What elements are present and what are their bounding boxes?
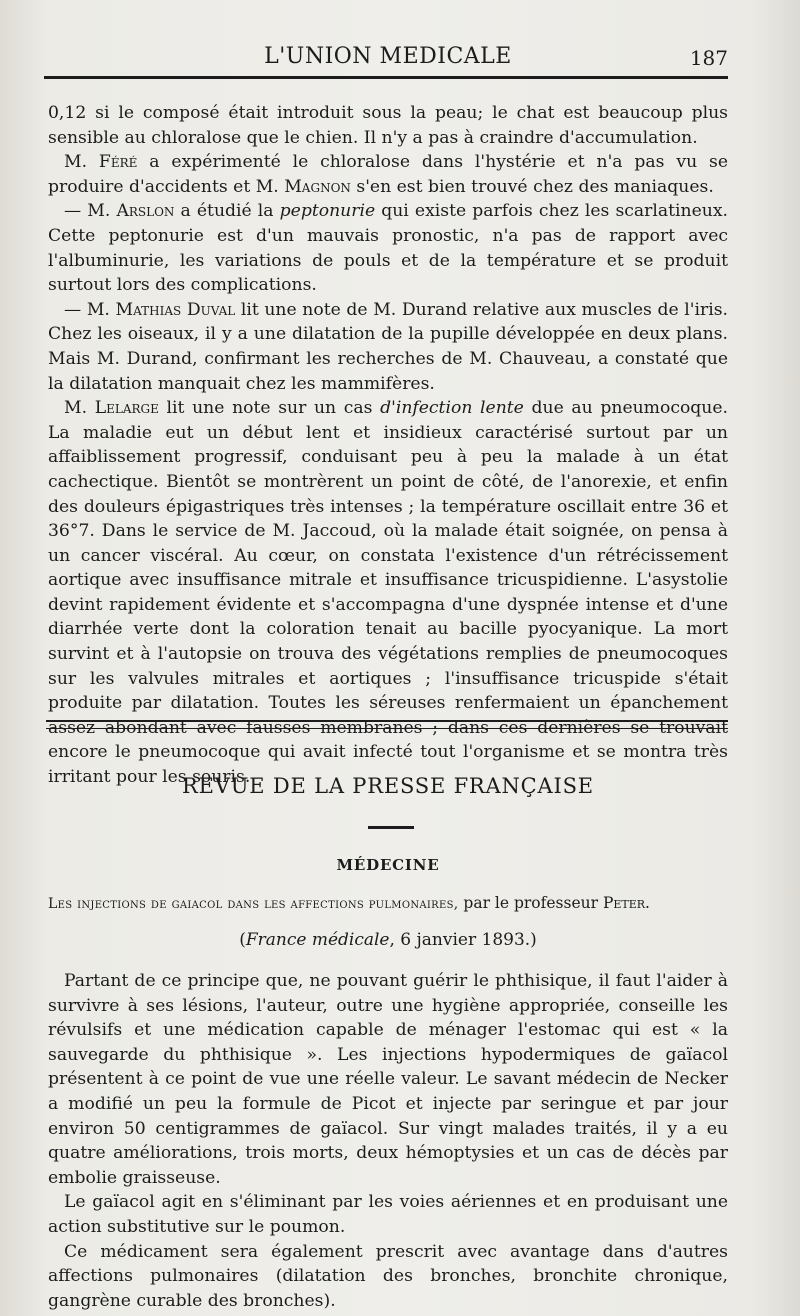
source-date: , 6 janvier 1893.) — [389, 930, 537, 950]
paragraph-fere-text-end: s'en est bien trouvé chez des maniaques. — [350, 176, 714, 197]
article-paragraph-2: Le gaïacol agit en s'éliminant par les voies aériennes et en produisant une action substitutive sur le poumon. — [48, 1192, 728, 1237]
source-journal: France médicale — [245, 930, 390, 950]
paragraph-arslon-text-end: qui existe parfois chez les scarlatineux. Cette peptonurie est d'un mauvais pronostic, n'a pas de rapport avec l'albuminurie, les variations de pouls et de la température et se produit surtout lors des complications. — [48, 201, 728, 296]
article-title — [48, 892, 728, 915]
name-fere: M. Féré — [64, 152, 138, 173]
article-title-text: Les injections de gaiacol dans les affections pulmonaires, — [48, 896, 459, 912]
paragraph-duval — [48, 298, 728, 396]
article-body — [48, 969, 728, 1313]
society-report — [48, 101, 728, 790]
name-duval: M. Mathias Duval — [86, 299, 236, 320]
paragraph-fere-text: a expérimenté le chloralose dans l'hystérie et n'a pas vu se produire d'accidents et — [48, 152, 728, 197]
paragraph-lelarge-text-end: due au pneumocoque. La maladie eut un début lent et insidieux caractérisé surtout par un affaiblissement progressif, conduisant peu à peu la malade à un état cachectique. Bientôt se montrèrent un point de côté, de l'anorexie, et enfin des douleurs épigastriques très intenses ; la température oscillait entre 36 et 36°7. Dans le service de M. Jaccoud, où la malade était soignée, on pensa à un cancer viscéral. Au cœur, on constata l'existence d'un rétrécissement aortique avec insuffisance mitrale et insuffisance tricuspidienne. L'asystolie devint rapidement évidente et s'accompagna d'une dyspnée intense et d'une diarrhée verte dont la coloration tenait au bacille pyocyanique. La mort survint et à l'autopsie on trouva des végétations remplies de pneumocoques sur les valvules mitrales et aortiques ; l'insuffisance tricuspide s'était produite par dilatation. Toutes les séreuses renfermaient un épanchement assez abondant avec fausses membranes ; dans ces dernières se trouvait encore le pneumocoque qui avait infecté tout l'organisme et se montra très irritant pour les souris. — [48, 398, 729, 788]
article-source — [48, 930, 728, 950]
name-arslon: M. Arslon — [87, 201, 175, 222]
section-title: REVUE DE LA PRESSE FRANÇAISE — [182, 774, 594, 798]
header-rule — [44, 76, 728, 79]
name-lelarge: M. Lelarge — [64, 398, 159, 419]
journal-title: L'UNION MEDICALE — [264, 44, 512, 69]
subheading-medecine: MÉDECINE — [336, 856, 440, 874]
article-paragraph-1: Partant de ce principe que, ne pouvant guérir le phthisique, il faut l'aider à survivre à ses lésions, l'auteur, outre une hygiène appropriée, conseille les révulsifs et une médication capable de ménager l'estomac qui est « la sauvegarde du phthisique ». Les injections hypodermiques de gaïacol présentent à ce point de vue une réelle valeur. Le savant médecin de Necker a modifié un peu la formule de Picot et injecte par seringue et par jour environ 50 centigrammes de gaïacol. Sur vingt malades traités, il y a eu quatre améliorations, trois morts, deux hémoptysies et un cas de décès par embolie graisseuse. — [48, 971, 728, 1188]
page-number: 187 — [689, 46, 728, 70]
article-paragraph-3: Ce médicament sera également prescrit avec avantage dans d'autres affections pulmonaires (dilatation des bronches, bronchite chronique, gangrène curable des bronches). — [48, 1241, 728, 1311]
dash: — — [64, 201, 88, 222]
paragraph-fere — [48, 150, 728, 199]
paragraph-arslon-text: a étudié la — [174, 201, 280, 222]
term-infection-lente: d'infection lente — [380, 398, 524, 419]
running-header — [48, 44, 728, 74]
paragraph-lelarge — [48, 396, 728, 790]
paragraph-duval-text: lit une note de M. Durand relative aux muscles de l'iris. Chez les oiseaux, il y a une dilatation de la pupille développée en deux plans. Mais M. Durand, confirmant les recherches de M. Chauveau, a constaté que la dilatation manquait chez les mammifères. — [48, 299, 728, 394]
title-rule — [368, 826, 414, 829]
source-paren: ( — [239, 930, 246, 950]
name-magnon: M. Magnon — [255, 176, 351, 197]
section-divider — [46, 720, 728, 729]
dash: — — [64, 299, 87, 320]
article-byline: par le professeur — [458, 894, 603, 912]
term-peptonurie: peptonurie — [279, 201, 376, 222]
paragraph-lelarge-text: lit une note sur un cas — [158, 398, 381, 419]
article-author: Peter. — [602, 894, 650, 912]
paragraph-chloralose-dose: 0,12 si le composé était introduit sous la peau; le chat est beaucoup plus sensible au chloralose que le chien. Il n'y a pas à craindre d'accumulation. — [48, 103, 728, 148]
paragraph-arslon — [48, 199, 728, 297]
